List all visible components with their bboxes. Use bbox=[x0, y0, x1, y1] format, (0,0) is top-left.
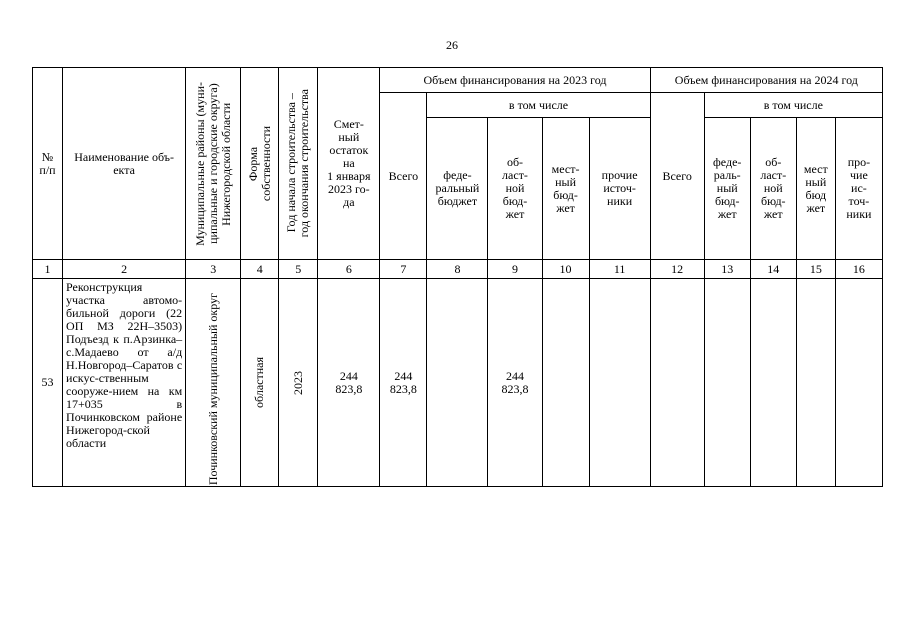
header-remainder: Смет- ный остаток на 1 января 2023 го- да bbox=[318, 68, 380, 260]
header-oth-2023: прочие источ- ники bbox=[589, 118, 650, 260]
header-years: Год начала строительства – год окончания строительства bbox=[284, 89, 312, 238]
col-number: 9 bbox=[488, 260, 542, 279]
row-fed-2024 bbox=[704, 279, 750, 487]
col-number: 5 bbox=[279, 260, 318, 279]
row-total-2023: 244 823,8 bbox=[380, 279, 427, 487]
row-fed-2023 bbox=[427, 279, 488, 487]
header-municipal-cell bbox=[186, 68, 241, 260]
row-municipal: Починковский муниципальный округ bbox=[205, 293, 220, 486]
column-number-row bbox=[33, 260, 883, 279]
row-total-2024 bbox=[650, 279, 704, 487]
row-municipal-cell bbox=[186, 279, 241, 487]
header-total-2023: Всего bbox=[380, 93, 427, 260]
col-number: 13 bbox=[704, 260, 750, 279]
table-row bbox=[33, 279, 883, 487]
header-loc-2024: мест ный бюд жет bbox=[796, 118, 835, 260]
col-number: 3 bbox=[186, 260, 241, 279]
col-number: 15 bbox=[796, 260, 835, 279]
col-number: 2 bbox=[63, 260, 186, 279]
header-total-2024: Всего bbox=[650, 93, 704, 260]
header-years-cell bbox=[279, 68, 318, 260]
header-oth-2024: про- чие ис- точ- ники bbox=[835, 118, 882, 260]
header-num: № п/п bbox=[33, 68, 63, 260]
col-number: 12 bbox=[650, 260, 704, 279]
header-fin-2023: Объем финансирования на 2023 год bbox=[380, 68, 650, 93]
row-reg-2024 bbox=[750, 279, 796, 487]
row-num: 53 bbox=[33, 279, 63, 487]
row-loc-2023 bbox=[542, 279, 589, 487]
row-reg-2023: 244 823,8 bbox=[488, 279, 542, 487]
row-oth-2024 bbox=[835, 279, 882, 487]
col-number: 10 bbox=[542, 260, 589, 279]
header-loc-2023: мест- ный бюд- жет bbox=[542, 118, 589, 260]
header-ownership: Форма собственности bbox=[245, 125, 273, 202]
header-ownership-cell bbox=[241, 68, 279, 260]
header-reg-2023: об- ласт- ной бюд- жет bbox=[488, 118, 542, 260]
col-number: 1 bbox=[33, 260, 63, 279]
col-number: 7 bbox=[380, 260, 427, 279]
row-years-cell bbox=[279, 279, 318, 487]
page-number: 26 bbox=[446, 38, 458, 52]
col-number: 8 bbox=[427, 260, 488, 279]
header-fed-2023: феде- ральный бюджет bbox=[427, 118, 488, 260]
row-years: 2023 bbox=[290, 370, 305, 395]
row-oth-2023 bbox=[589, 279, 650, 487]
header-municipal: Муниципальные районы (муни- ципальные и городские округа) Нижегородской области bbox=[192, 81, 233, 246]
header-reg-2024: об- ласт- ной бюд- жет bbox=[750, 118, 796, 260]
row-ownership: областная bbox=[252, 357, 267, 408]
header-incl-2024: в том числе bbox=[704, 93, 882, 118]
col-number: 14 bbox=[750, 260, 796, 279]
row-loc-2024 bbox=[796, 279, 835, 487]
col-number: 6 bbox=[318, 260, 380, 279]
col-number: 4 bbox=[241, 260, 279, 279]
row-ownership-cell bbox=[241, 279, 279, 487]
header-fed-2024: феде- раль- ный бюд- жет bbox=[704, 118, 750, 260]
col-number: 11 bbox=[589, 260, 650, 279]
header-fin-2024: Объем финансирования на 2024 год bbox=[650, 68, 882, 93]
col-number: 16 bbox=[835, 260, 882, 279]
header-incl-2023: в том числе bbox=[427, 93, 650, 118]
financing-table bbox=[32, 67, 883, 487]
header-name: Наименование объ- екта bbox=[63, 68, 186, 260]
row-remainder: 244 823,8 bbox=[318, 279, 380, 487]
row-object-name: Реконструкция участка автомо-бильной дороги (22 ОП МЗ 22Н–3503) Подъезд к п.Арзинка–с.Мадаево от а/д Н.Новгород–Саратов с искус-ственным сооруже-нием на км 17+035 в Починковском районе Нижегород-ской области bbox=[63, 279, 186, 487]
